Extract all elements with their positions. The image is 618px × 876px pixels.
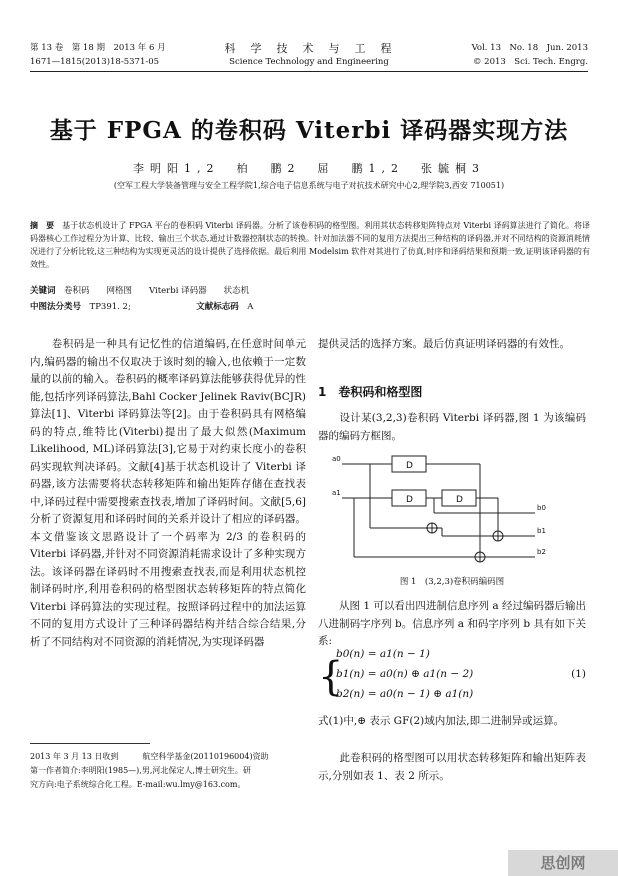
abstract [30, 219, 590, 271]
doc-code-label: 文献标志码 [196, 302, 239, 312]
encoder-diagram [330, 450, 560, 575]
section-1-text: 设计某(3,2,3)卷积码 Viterbi 译码器,图 1 为该编码器的编码方框图。 [318, 412, 586, 442]
footnote [30, 750, 306, 792]
output-b0-label: b0 [537, 504, 546, 512]
equation-b0: b0(n) = a1(n − 1) [336, 648, 430, 660]
header-rule [30, 71, 588, 72]
equation-b1: b1(n) = a0(n) ⊕ a1(n − 2) [336, 668, 474, 680]
equation-1: { b0(n) = a1(n − 1) b1(n) = a0(n) ⊕ a1(n − 2) b2(n) = a0(n − 1) ⊕ a1(n) (1) [318, 648, 586, 710]
section-1-heading: 1 卷积码和格型图 [318, 385, 423, 399]
figure-caption: 图 1 (3,2,3)卷积码编码图 [399, 577, 505, 587]
journal-volume-en: Vol. 13 No. 18 Jun. 2013 [471, 43, 588, 53]
paper-title: 基于 FPGA 的卷积码 Viterbi 译码器实现方法 [49, 117, 569, 144]
abstract-label: 摘 要 [30, 220, 55, 230]
affiliation: (空军工程大学装备管理与安全工程学院1,综合电子信息系统与电子对抗技术研究中心2,理学院3,西安 710051) [113, 181, 505, 190]
classification [30, 300, 253, 312]
journal-title-en: Science Technology and Engineering [229, 57, 389, 67]
keywords-label: 关键词 [30, 286, 56, 296]
output-b1-label: b1 [537, 527, 546, 535]
article-number: 1671—1815(2013)18-5371-05 [30, 57, 160, 67]
journal-volume: 第 13 卷 第 18 期 2013 年 6 月 [30, 43, 166, 53]
keywords-items: 卷积码 网格图 Viterbi 译码器 状态机 [64, 286, 250, 296]
figure-explanation: 从图 1 可以看出四进制信息序列 a 经过编码器后输出八进制码字序列 b。信息序列 a 和码字序列 b 具有如下关系: [318, 600, 586, 647]
output-b2-label: b2 [537, 548, 546, 556]
keywords [30, 284, 249, 296]
intro-text: 卷积码是一种具有记忆性的信道编码,在任意时间单元内,编码器的输出不仅取决于该时刻的输入,也依赖于一定数量的以前的输入。卷积码的概率译码算法能够获得优异的性能,包括序列译码算法,Bahl Cocker Jelinek Raviv(BCJR)算法[1]、Viterbi 译码算法等[2]。由于卷积码具有网格编码的特点,维特比(Viterbi)提出了最大似然(Maximum Likelihood, ML)译码算法[3],它易于对约束长度小的卷积码实现软判决译码。文献[4]基于状态机设计了 Viterbi 译码器,该方法需要将状态转移矩阵和输出矩阵存储在查找表中,译码过程中需要搜索查找表,增加了译码时间。文献[5,6]分析了资源复用和译码时间的关系并设计了相应的译码器。本文借鉴该文思路设计了一个码率为 2/3 的卷积码的 Viterbi 译码器,并针对不同资源消耗需求设计了多种实现方法。该译码器在译码时不用搜索查找表,而是利用状态机控制译码时序,利用卷积码的格型图状态转移矩阵的特点简化 Viterbi 译码算法的实现过程。按照译码过程中的加法运算不同的复用方式设计了三种译码器结构并结合综合结果,分析了不同结构对不同资源的消耗情况,为实现译码器 [30, 338, 306, 648]
input-a0-label: a0 [332, 455, 341, 463]
doc-code-value: A [247, 302, 254, 312]
site-watermark-logo: 思创网 [508, 850, 618, 876]
abstract-text: 基于状态机设计了 FPGA 平台的卷积码 Viterbi 译码器。分析了该卷积码的格型图。利用其状态转移矩阵特点对 Viterbi 译码算法进行了简化。将译码器核心工作过程分为计算、比较、输出三个状态,通过计数器控制状态的转换。针对加法器不同的复用方法提出三种结构的译码器,并对不同结构的资源消耗情况进行了分析比较,这三种结构为实现更灵活的设计提供了选择依据。最后利用 Modelsim 软件对其进行了仿真,时序和译码结果和预期一致,证明该译码器的有效性。 [30, 221, 591, 269]
journal-title-cn: 科 学 技 术 与 工 程 [224, 42, 394, 55]
intro-conclusion: 提供灵活的选择方案。最后仿真证明译码器的有效性。 [318, 338, 570, 350]
clc-label: 中图法分类号 [30, 302, 82, 312]
equation-explanation: 式(1)中,⊕ 表示 GF(2)域内加法,即二进制异或运算。 [318, 715, 565, 727]
equation-b2: b2(n) = a0(n − 1) ⊕ a1(n) [336, 688, 474, 700]
footnote-received: 2013 年 3 月 13 日收到 航空科学基金(20110196004)资助 [30, 752, 269, 761]
footnote-research: 究方向:电子系统综合化工程。E-mail:wu.lmy@163.com。 [30, 780, 246, 789]
delay-label: D [406, 461, 413, 471]
input-a1-label: a1 [332, 489, 341, 497]
trellis-intro: 此卷积码的格型图可以用状态转移矩阵和输出矩阵表示,分别如表 1、表 2 所示。 [318, 752, 586, 782]
clc-value: TP391. 2; [89, 302, 131, 312]
equation-number: (1) [571, 668, 586, 680]
copyright: © 2013 Sci. Tech. Engrg. [472, 57, 588, 67]
footnote-rule [30, 743, 150, 744]
delay-label: D [456, 495, 463, 505]
delay-label: D [406, 495, 413, 505]
authors: 李明阳1,2 柏 鹏2 屈 鹏1,2 张毓桐3 [133, 162, 485, 175]
footnote-author: 第一作者简介:李明阳(1985—),男,河北保定人,博士研究生。研 [30, 766, 251, 775]
